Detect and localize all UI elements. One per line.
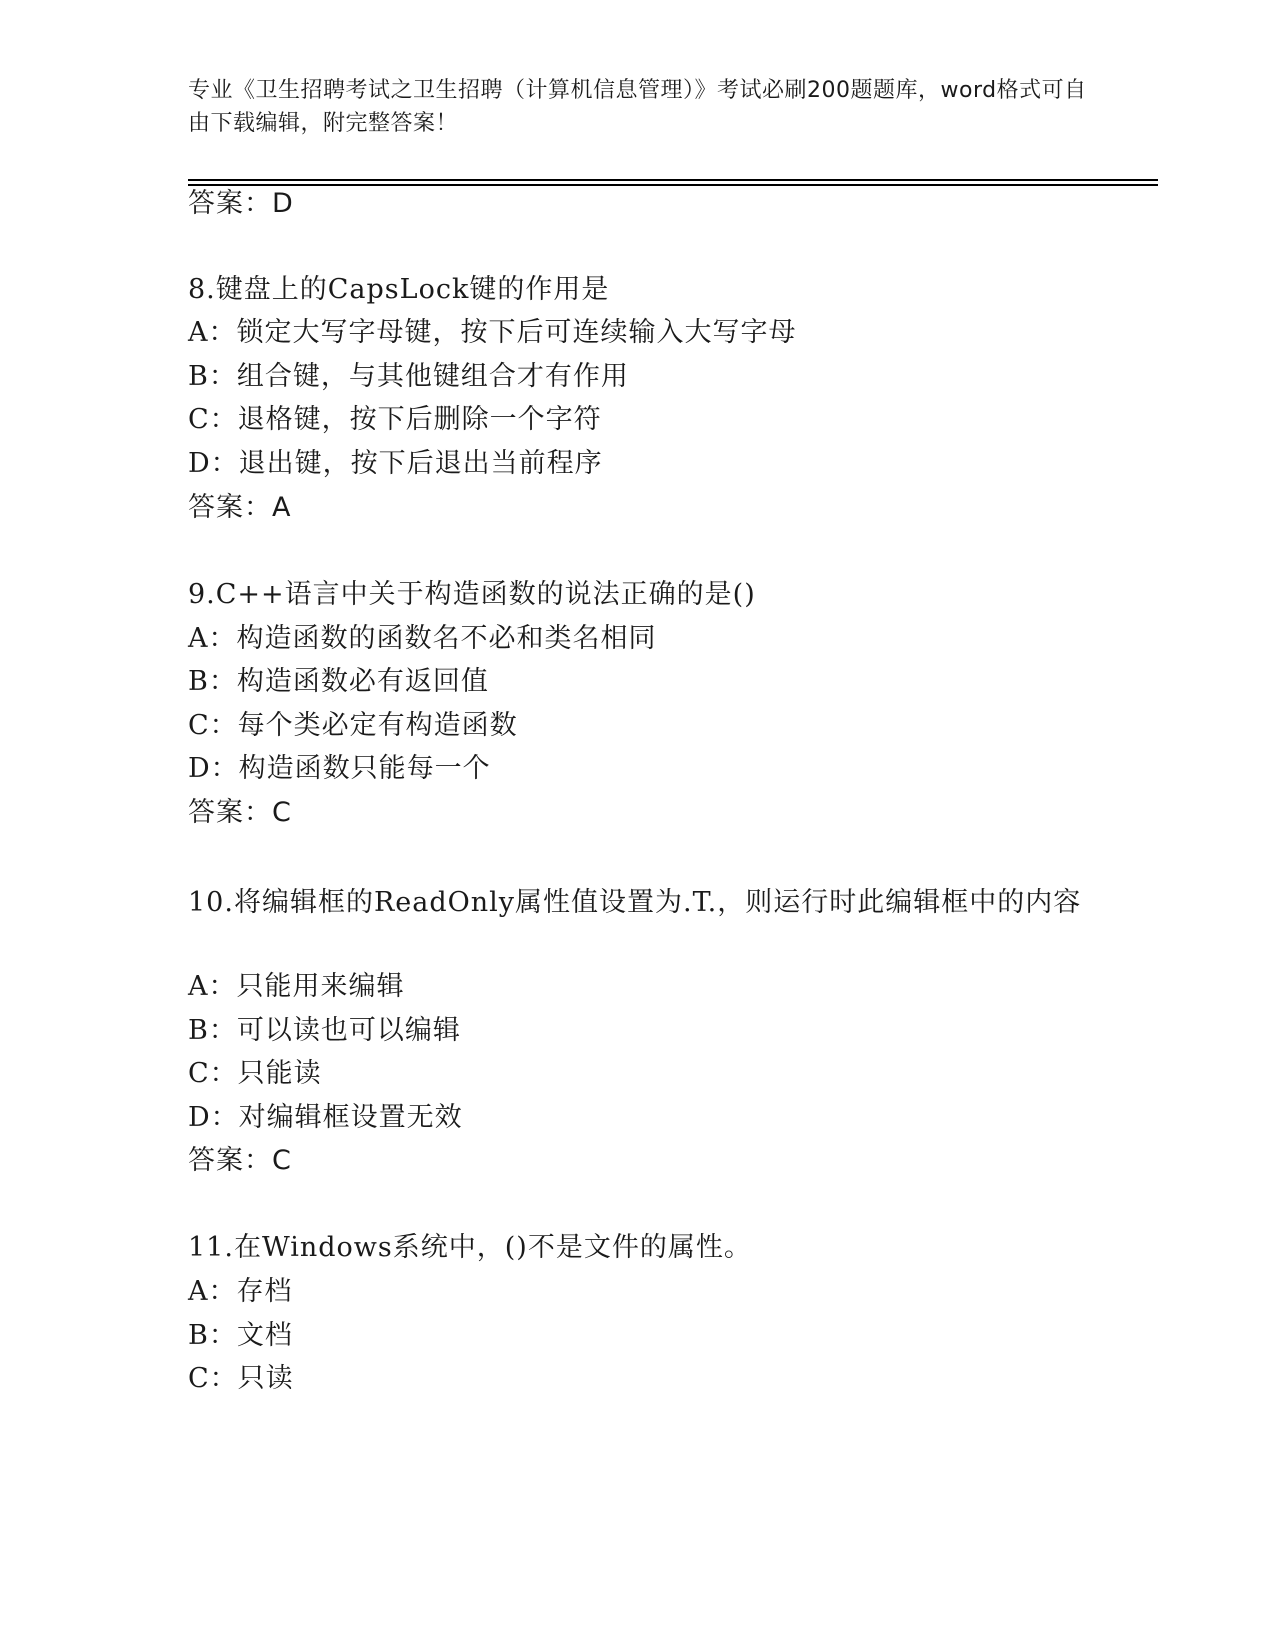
q9-answer: 答案：C [188,797,292,828]
answer-prev: 答案：D [188,188,294,219]
q10-option-a: A：只能用来编辑 [188,971,405,1002]
q9-option-b: B：构造函数必有返回值 [188,666,489,697]
q8-option-c: C：退格键，按下后删除一个字符 [188,404,602,435]
document-header: 专业《卫生招聘考试之卫生招聘（计算机信息管理）》考试必刷200题题库，word格式可自由下载编辑，附完整答案！ [188,78,1087,136]
q11-option-b: B：文档 [188,1320,293,1351]
q8-option-b: B：组合键，与其他键组合才有作用 [188,361,629,392]
q9-option-a: A：构造函数的函数名不必和类名相同 [188,623,657,654]
q10-option-c: C：只能读 [188,1058,322,1089]
q8-answer: 答案：A [188,492,292,523]
header-divider-bottom [188,184,1158,186]
question-8: 8.键盘上的CapsLock键的作用是 [188,274,610,305]
q9-option-d: D：构造函数只能每一个 [188,753,491,784]
q10-option-b: B：可以读也可以编辑 [188,1015,461,1046]
q11-option-a: A：存档 [188,1276,293,1307]
q11-option-c: C：只读 [188,1363,294,1394]
header-divider-top [188,179,1158,181]
q8-option-a: A：锁定大写字母键，按下后可连续输入大写字母 [188,317,797,348]
q8-option-d: D：退出键，按下后退出当前程序 [188,448,603,479]
q10-answer: 答案：C [188,1145,292,1176]
q10-option-d: D：对编辑框设置无效 [188,1102,463,1133]
q9-option-c: C：每个类必定有构造函数 [188,710,518,741]
question-11: 11.在Windows系统中，()不是文件的属性。 [188,1232,752,1263]
question-10: 10.将编辑框的ReadOnly属性值设置为.T.，则运行时此编辑框中的内容 [188,887,1082,918]
question-9: 9.C++语言中关于构造函数的说法正确的是() [188,579,756,610]
